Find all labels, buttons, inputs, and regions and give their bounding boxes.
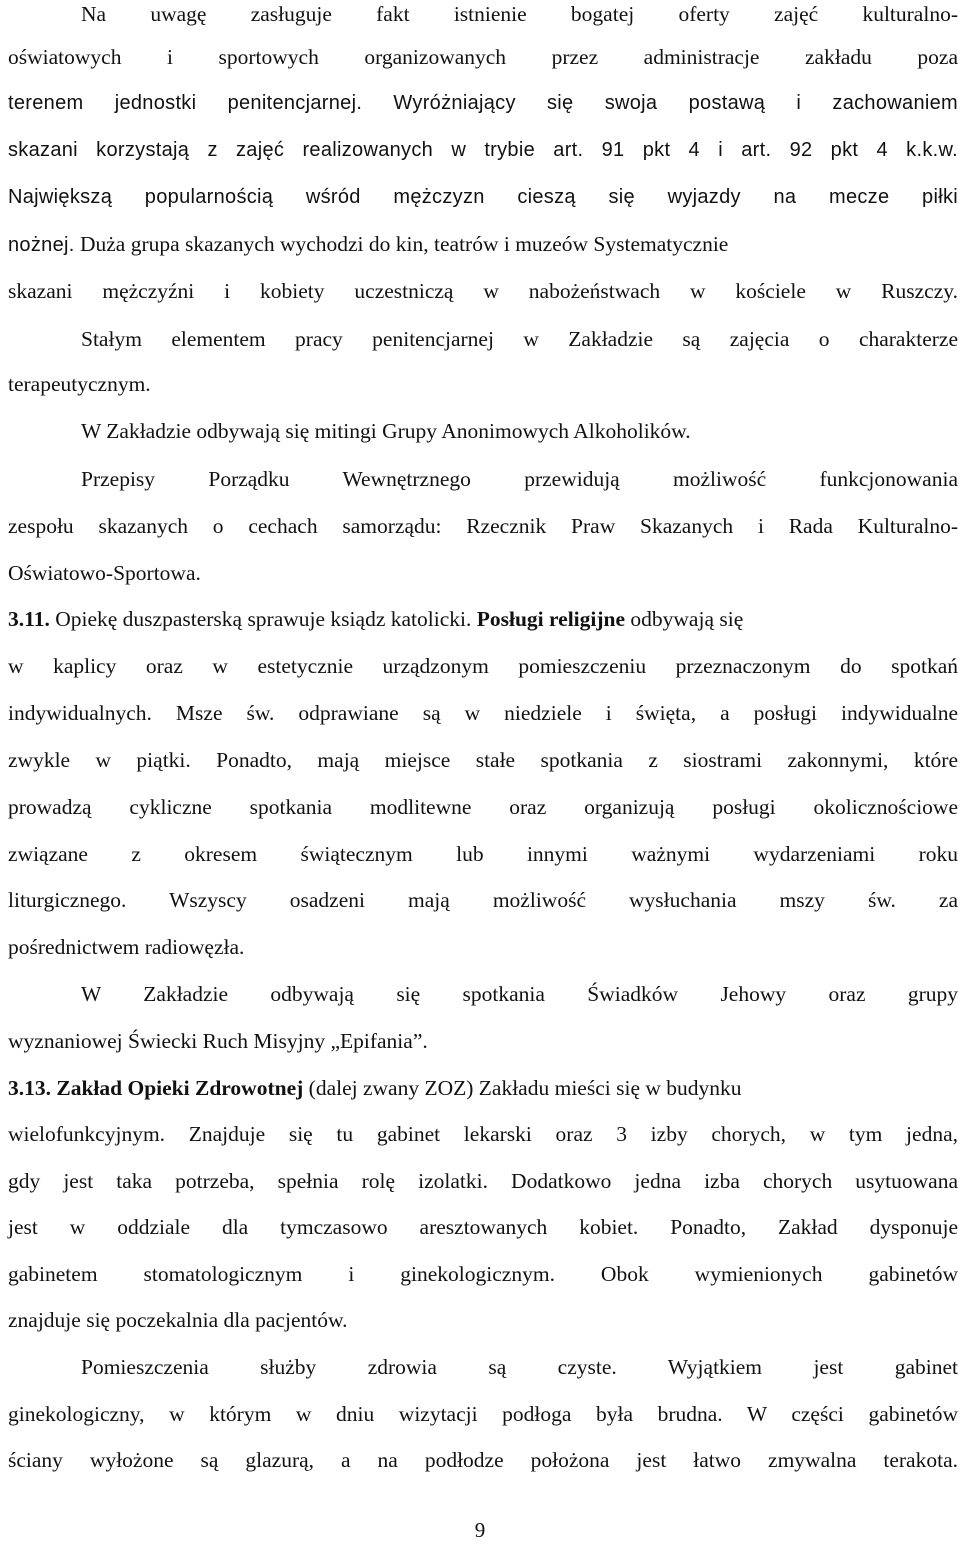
text-line: W Zakładzie odbywają się mitingi Grupy Anonimowych Alkoholików.: [81, 419, 691, 443]
text-line: W Zakładzie odbywają się spotkania Świadków Jehowy oraz grupy: [81, 982, 958, 1006]
text-line: Stałym elementem pracy penitencjarnej w Zakładzie są zajęcia o charakterze: [81, 327, 958, 351]
text-span: (dalej zwany ZOZ) Zakładu mieści się w budynku: [308, 1076, 742, 1100]
text-line: wyznaniowej Świecki Ruch Misyjny „Epifania”.: [8, 1029, 428, 1053]
text-line: oświatowych i sportowych organizowanych przez administracje zakładu poza: [8, 45, 958, 69]
text-line: Największą popularnością wśród mężczyzn cieszą się wyjazdy na mecze piłki: [8, 186, 958, 208]
section-number: 3.13.: [8, 1076, 51, 1100]
text-line: liturgicznego. Wszyscy osadzeni mają możliwość wysłuchania mszy św. za: [8, 888, 958, 912]
text-line: ściany wyłożone są glazurą, a na podłodze położona jest łatwo zmywalna terakota.: [8, 1448, 958, 1472]
text-line: gdy jest taka potrzeba, spełnia rolę izolatki. Dodatkowo jedna izba chorych usytuowana: [8, 1169, 958, 1193]
text-line: Oświatowo-Sportowa.: [8, 561, 201, 585]
text-line: zespołu skazanych o cechach samorządu: Rzecznik Praw Skazanych i Rada Kulturalno-: [8, 514, 958, 538]
text-line: Pomieszczenia służby zdrowia są czyste. Wyjątkiem jest gabinet: [81, 1355, 958, 1379]
bold-phrase: Posługi religijne: [476, 607, 626, 631]
text-line: jest w oddziale dla tymczasowo aresztowanych kobiet. Ponadto, Zakład dysponuje: [8, 1215, 958, 1239]
text-line: [8, 221, 958, 267]
text-line: gabinetem stomatologicznym i ginekologicznym. Obok wymienionych gabinetów: [8, 1262, 958, 1286]
text-line: w kaplicy oraz w estetycznie urządzonym pomieszczeniu przeznaczonym do spotkań: [8, 654, 958, 678]
text-line: terapeutycznym.: [8, 372, 151, 396]
text-line: skazani mężczyźni i kobiety uczestniczą w nabożeństwach w kościele w Ruszczy.: [8, 279, 958, 303]
text-line: związane z okresem świątecznym lub innymi ważnymi wydarzeniami roku: [8, 842, 958, 866]
text-line: wielofunkcyjnym. Znajduje się tu gabinet lekarski oraz 3 izby chorych, w tym jedna,: [8, 1122, 958, 1146]
page-number: 9: [474, 1518, 486, 1542]
section-line: [8, 596, 958, 642]
text-line: indywidualnych. Msze św. odprawiane są w niedziele i święta, a posługi indywidualne: [8, 701, 958, 725]
text-line: pośrednictwem radiowęzła.: [8, 935, 245, 959]
text-span: odbywają się: [630, 607, 744, 631]
text-span: Opiekę duszpasterską sprawuje ksiądz katolicki.: [55, 607, 472, 631]
section-line: [8, 1065, 958, 1111]
text-line: ginekologiczny, w którym w dniu wizytacji podłoga była brudna. W części gabinetów: [8, 1402, 958, 1426]
section-number: 3.11.: [8, 607, 50, 631]
text-line: skazani korzystają z zajęć realizowanych w trybie art. 91 pkt 4 i art. 92 pkt 4 k.k.w.: [8, 139, 958, 161]
text-line: terenem jednostki penitencjarnej. Wyróżniający się swoja postawą i zachowaniem: [8, 92, 958, 114]
text-line: Na uwagę zasługuje fakt istnienie bogatej oferty zajęć kulturalno-: [81, 2, 958, 26]
text-line: zwykle w piątki. Ponadto, mają miejsce stałe spotkania z siostrami zakonnymi, które: [8, 748, 958, 772]
text-line: Przepisy Porządku Wewnętrznego przewidują możliwość funkcjonowania: [81, 467, 958, 491]
bold-phrase: Zakład Opieki Zdrowotnej: [56, 1076, 304, 1100]
text-line: znajduje się poczekalnia dla pacjentów.: [8, 1308, 348, 1332]
text-span: Duża grupa skazanych wychodzi do kin, teatrów i muzeów Systematycznie: [79, 232, 729, 256]
text-line: prowadzą cykliczne spotkania modlitewne oraz organizują posługi okolicznościowe: [8, 795, 958, 819]
text-span: nożnej.: [8, 234, 75, 256]
